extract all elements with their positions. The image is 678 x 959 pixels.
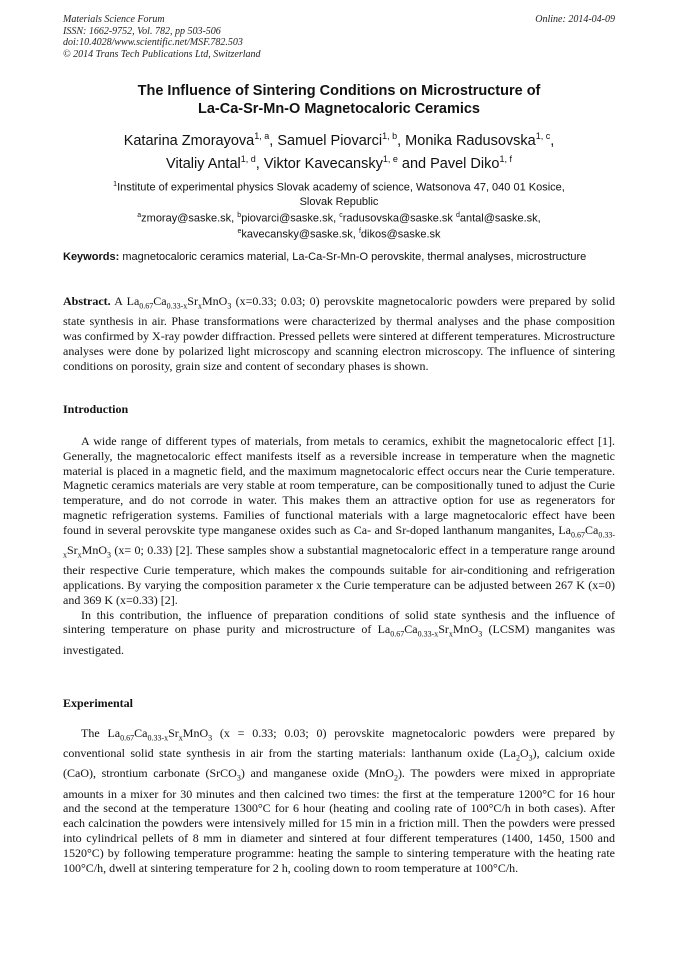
email-line-2: $^e$kavecansky@saske.sk, $^f$dikos@saske.sk [237,228,441,241]
keywords-label: Keywords: [63,251,120,263]
formula: $La_{0.67}Ca_{0.33-x}Sr_xMnO_3$ [63,522,616,560]
author-affil-mark: 1, c [535,131,551,141]
journal-copyright: © 2014 Trans Tech Publications Ltd, Switzerland [63,48,261,60]
online-date: Online: 2014-04-09 [535,14,615,25]
title-line-2: La-Ca-Sr-Mn-O Magnetocaloric Ceramics [197,101,480,117]
author-affil-mark: 1, d [240,153,256,164]
author-name: Katarina Zmorayova [123,132,255,149]
abstract-block [63,294,615,373]
keywords-text: magnetocaloric ceramics material, La-Ca-Sr-Mn-O perovskite, thermal analyses, microstructure [122,251,587,263]
email-b: piovarci@saske.sk, [241,212,337,225]
author-list [63,127,615,173]
journal-header [63,14,615,60]
experimental-heading: Experimental [63,696,133,710]
author-affil-mark: 1, a [254,131,270,141]
author-affil-mark: 1, f [499,153,512,164]
email-c: radusovska@saske.sk [342,212,453,225]
journal-name: Materials Science Forum [63,14,165,25]
email-f: dikos@saske.sk [360,228,441,241]
keywords-block [63,250,615,264]
introduction-body [63,434,615,657]
author-and: and [401,155,427,172]
paper-title [63,82,615,118]
introduction-paragraph-1: A wide range of different types of materials, from metals to ceramics, exhibit the magnetocaloric effect [1]. Generally, the magnetocaloric effect manifests itself as a reversible increase in temperature when the magnetic material is placed in a magnetic field, and the maximum magnetocaloric effect occurs near the Curie temperature. Magnetic ceramics materials are very stable at room temperature, can be compositionally tuned to adjust the Curie temperature, and do not corrode in water. This makes them an attractive option for use as regenerators for magnetic refrigeration systems. Families of functional materials with a large magnetocaloric effect have been found in several perovskite type manganese oxides such as Ca- and Sr-doped lanthanum manganites, $La_{0.67}Ca_{0.33-x}Sr_xMnO_3$ (x= 0; 0.33) [2]. These samples show a substantial magnetocaloric effect in a temperature range around their respective Curie temperature, which makes the compounds suitable for air-conditioning and refrigeration applications. By varying the composition parameter x the Curie temperature can be adjusted between 267 K (x=0) and 369 K (x=0.33) [2]. [63,434,616,607]
journal-doi: doi:10.4028/www.scientific.net/MSF.782.503 [63,37,243,48]
email-line-1: $^a$zmoray@saske.sk, $^b$piovarci@saske.sk, $^c$radusovska@saske.sk $^d$antal@saske.sk, [137,211,541,225]
affiliation-mark: 1 [113,181,118,188]
formula: $La_{0.67}Ca_{0.33-x}Sr_xMnO_3$ [107,726,213,743]
introduction-paragraph-2: In this contribution, the influence of preparation conditions of solid state synthesis and the influence of sintering temperature on phase purity and microstructure of $La_{0.67}Ca_{0.33-x}Sr_xMnO_3$ (LCSM) manganites was investigated. [63,607,615,657]
author-affil-mark: 1, b [382,131,398,141]
email-a: zmoray@saske.sk, [141,212,235,225]
author-name: Pavel Diko [430,155,500,172]
formula: $La_{0.67}Ca_{0.33-x}Sr_xMnO_3$ [126,294,232,311]
author-line-1: Katarina Zmorayova$^{1, a}$, Samuel Piovarci$^{1, b}$, Monika Radusovska$^{1, c}$, [123,131,555,149]
affiliation-line-2: Slovak Republic [299,195,379,208]
formula: $La_{0.67}Ca_{0.33-x}Sr_xMnO_3$ [377,622,483,639]
abstract-label: Abstract. [63,294,111,308]
abstract-paragraph: Abstract. A $La_{0.67}Ca_{0.33-x}Sr_xMnO_3$ (x=0.33; 0.03; 0) perovskite magnetocaloric powders were prepared by solid state synthesis in air. Phase transformations were characterized by thermal analyses and the phase composition was confirmed by X-ray powder diffraction. Pressed pellets were sintered at different temperatures. Microstructure analyses were done by polarized light microscopy and scanning electron microscopy. The influence of sintering conditions on porosity, grain size and content of secondary phases is shown. [63,294,616,373]
author-name: Vitaliy Antal [166,155,241,172]
author-name: Viktor Kavecansky [263,155,383,172]
email-e: kavecansky@saske.sk, [241,228,356,241]
affiliation-text: Institute of experimental physics Slovak academy of science, Watsonova 47, 040 01 Kosice, [117,181,565,194]
affiliation-line-1 [63,178,615,195]
experimental-body [63,726,615,875]
journal-issn: ISSN: 1662-9752, Vol. 782, pp 503-506 [63,25,221,37]
introduction-heading: Introduction [63,402,129,416]
author-affil-mark: 1, e [382,153,398,164]
author-name: Monika Radusovska [405,132,536,149]
author-name: Samuel Piovarci [277,132,383,149]
author-line-2: Vitaliy Antal$^{1, d}$, Viktor Kavecansky$^{1, e}$ and Pavel Diko$^{1, f}$ [166,153,512,172]
title-line-1: The Influence of Sintering Conditions on Microstructure of [137,83,541,99]
email-d: antal@saske.sk, [459,212,541,225]
affiliation-block [63,178,615,242]
experimental-paragraph-1: The $La_{0.67}Ca_{0.33-x}Sr_xMnO_3$ (x = 0.33; 0.03; 0) perovskite magnetocaloric powders were prepared by conventional solid state synthesis in air from the starting materials: lanthanum oxide $(La_2O_3)$, calcium oxide (CaO), strontium carbonate (SrCO$_3$) and manganese oxide (MnO$_2$). The powders were mixed in appropriate amounts in a mixer for 30 minutes and then calcined two times: the first at the temperature 1200°C for 16 hour and the second at the temperature 1300°C for 6 hour (heating and cooling rate of 100°C/h in both cases). After each calcination the powders were intensively milled for 15 min in a friction mill. Then the powders were pressed into cylindrical pellets of 8 mm in diameter and sintered at four different temperatures (1400, 1450, 1500 and 1520°C) by following temperature programme: heating the sample to sintering temperature with the heating rate 100°C/h, dwell at sintering temperature for 2 h, cooling down to room temperature at 100°C/h. [63,726,616,875]
